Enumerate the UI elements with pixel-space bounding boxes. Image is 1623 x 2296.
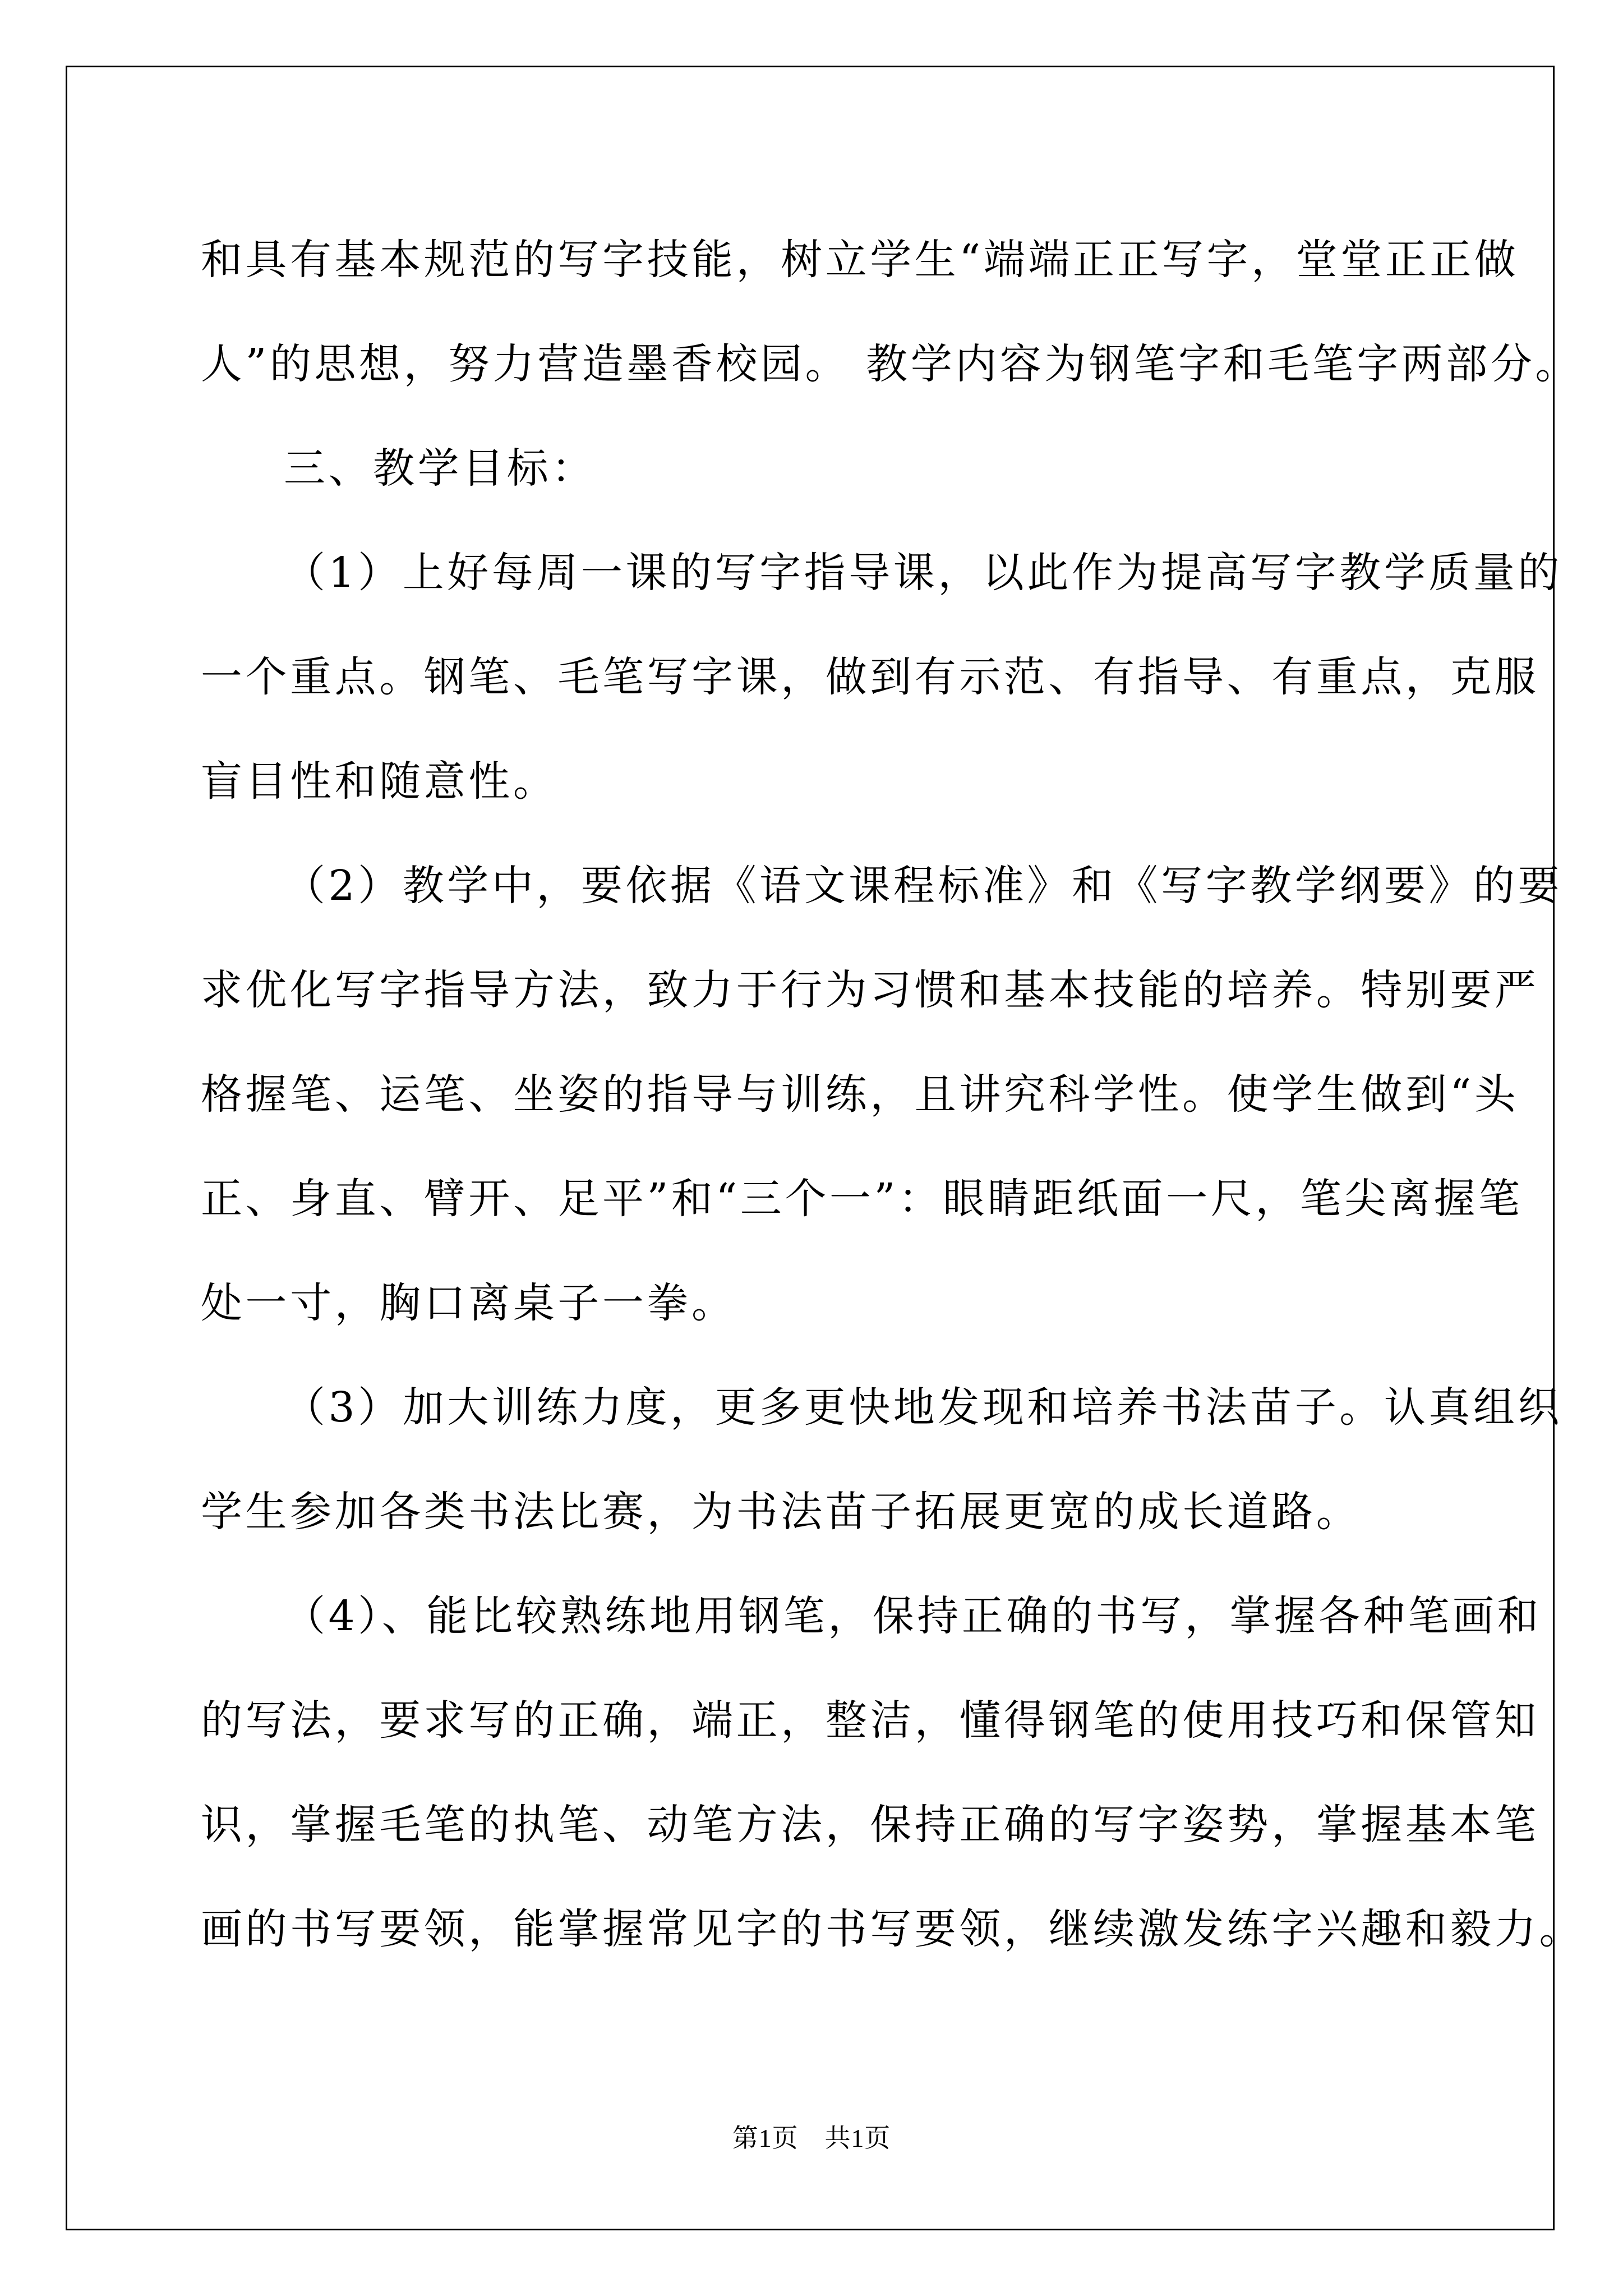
- text-line: 处一寸，胸口离桌子一拳。: [201, 1279, 736, 1327]
- text-line: 三、教学目标：: [284, 444, 596, 493]
- text-line: 求优化写字指导方法，致力于行为习惯和基本技能的培养。特别要严: [201, 966, 1539, 1014]
- text-line: 识，掌握毛笔的执笔、动笔方法，保持正确的写字姿势，掌握基本笔: [201, 1801, 1539, 1849]
- text-line: 正、身直、臂开、足平”和“三个一”：眼睛距纸面一尺，笔尖离握笔: [201, 1175, 1523, 1223]
- text-line: 画的书写要领，能掌握常见字的书写要领，继续激发练字兴趣和毅力。: [201, 1905, 1584, 1953]
- text-line: 的写法，要求写的正确，端正，整洁，懂得钢笔的使用技巧和保管知: [201, 1696, 1539, 1745]
- text-line: （2）教学中，要依据《语文课程标准》和《写字教学纲要》的要: [284, 862, 1563, 910]
- page-number-label: 第1页 共1页: [732, 2124, 891, 2152]
- text-line: 一个重点。钢笔、毛笔写字课，做到有示范、有指导、有重点，克服: [201, 653, 1539, 701]
- text-line: （3）加大训练力度，更多更快地发现和培养书法苗子。认真组织: [284, 1383, 1563, 1432]
- text-line: （1）上好每周一课的写字指导课，以此作为提高写字教学质量的: [284, 549, 1563, 597]
- document-body: [201, 208, 1584, 1981]
- text-line: 盲目性和随意性。: [201, 757, 558, 806]
- text-line: 格握笔、运笔、坐姿的指导与训练，且讲究科学性。使学生做到“头: [201, 1070, 1519, 1119]
- text-line: 学生参加各类书法比赛，为书法苗子拓展更宽的成长道路。: [201, 1488, 1361, 1536]
- text-line: 人”的思想，努力营造墨香校园。 教学内容为钢笔字和毛笔字两部分。: [201, 340, 1580, 388]
- text-line: 和具有基本规范的写字技能，树立学生“端端正正写字，堂堂正正做: [201, 236, 1519, 284]
- page-footer: [0, 2118, 1623, 2155]
- text-line: （4）、能比较熟练地用钢笔，保持正确的书写，掌握各种笔画和: [284, 1592, 1542, 1640]
